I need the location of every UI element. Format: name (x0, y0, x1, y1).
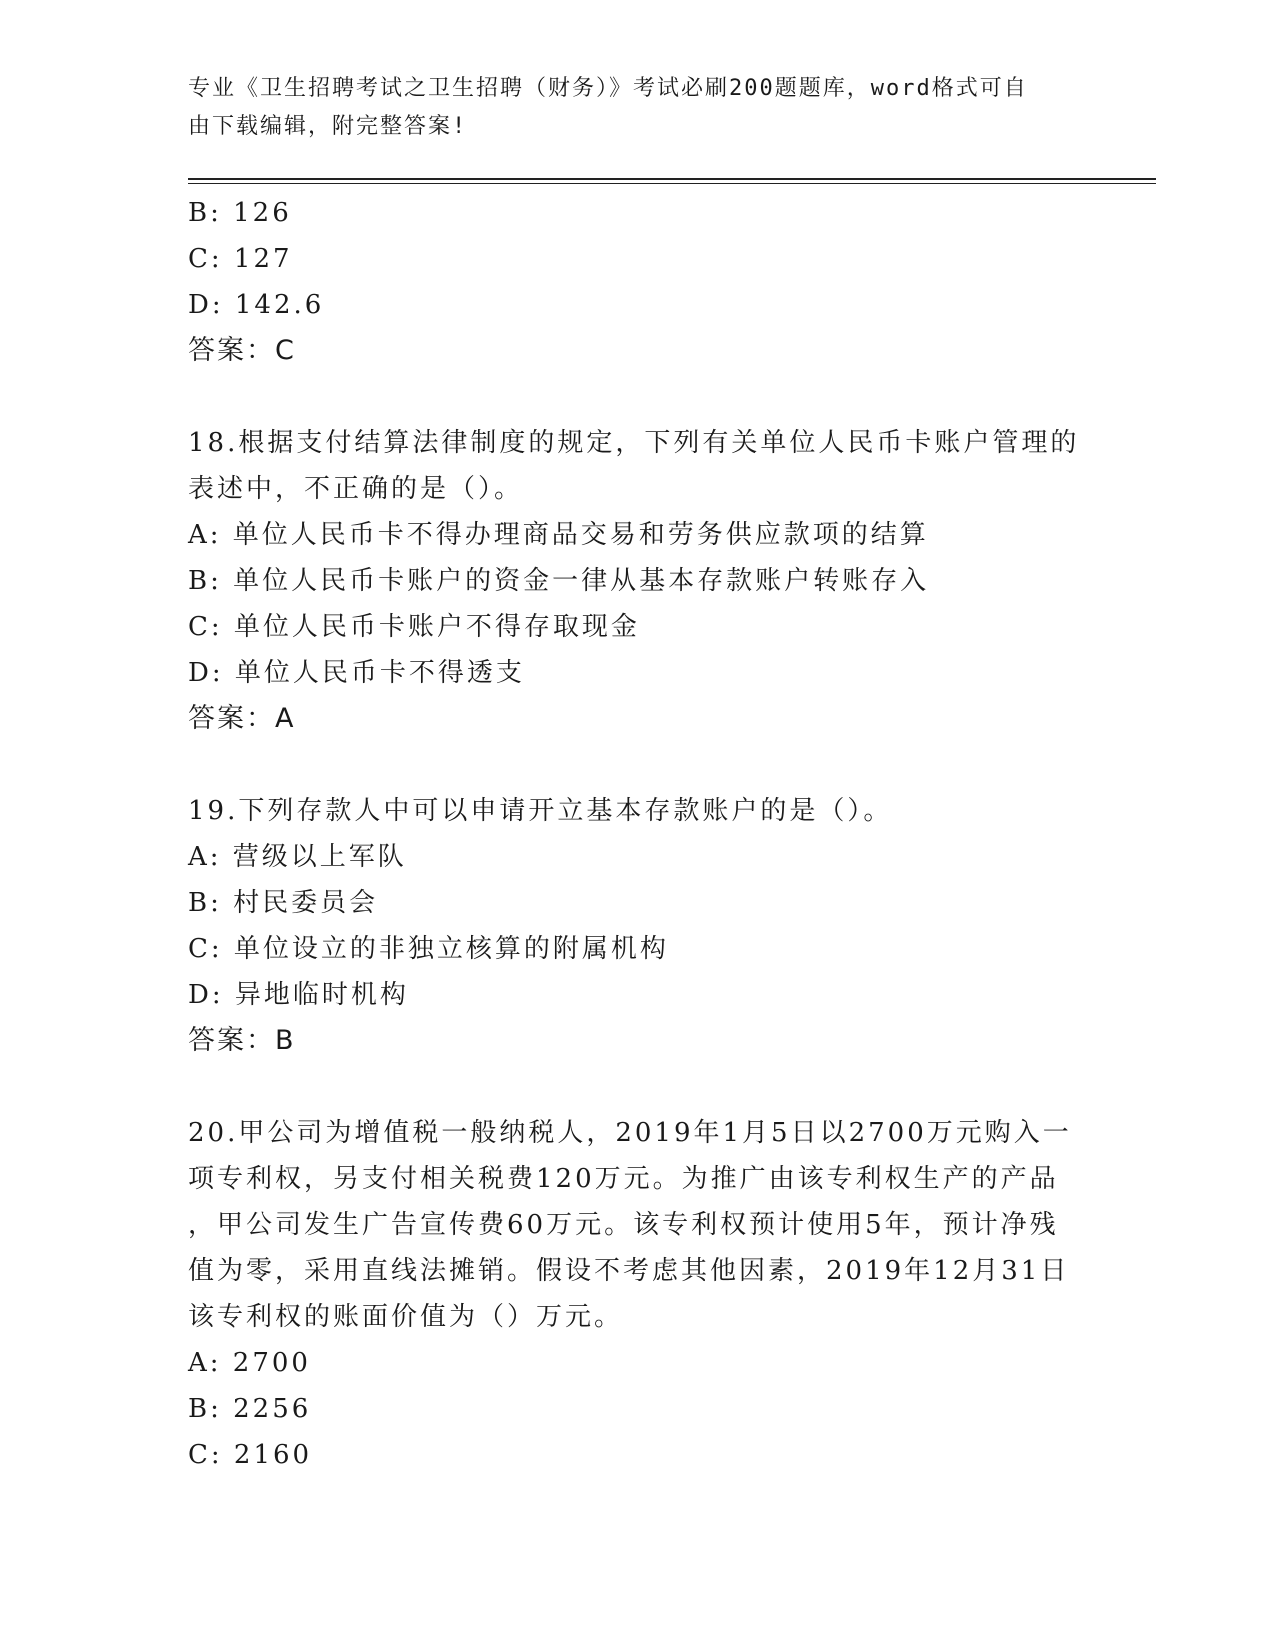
question-stem-line: ，甲公司发生广告宣传费60万元。该专利权预计使用5年，预计净残 (188, 1210, 1059, 1240)
header-divider-thick (188, 178, 1156, 180)
question-stem-line: 该专利权的账面价值为（）万元。 (188, 1302, 624, 1332)
answer-label: 答案：A (188, 703, 296, 734)
answer-label: 答案：C (188, 335, 296, 366)
question-stem-line: 项专利权，另支付相关税费120万元。为推广由该专利权生产的产品 (188, 1164, 1059, 1194)
question-20 (188, 1110, 1088, 1478)
question-stem-line: 18.根据支付结算法律制度的规定，下列有关单位人民币卡账户管理的 (188, 428, 1080, 458)
spacer (188, 1064, 1088, 1110)
option-b: B: 村民委员会 (188, 888, 379, 918)
question-18 (188, 420, 1088, 742)
header-title-line-1: 专业《卫生招聘考试之卫生招聘（财务）》考试必刷200题题库，word格式可自 (188, 76, 1028, 101)
answer-label: 答案：B (188, 1025, 296, 1056)
option-d: D: 单位人民币卡不得透支 (188, 658, 525, 688)
option-a: A: 单位人民币卡不得办理商品交易和劳务供应款项的结算 (188, 520, 929, 550)
option-b: B: 单位人民币卡账户的资金一律从基本存款账户转账存入 (188, 566, 930, 596)
header-title-line-2: 由下载编辑，附完整答案! (188, 114, 468, 139)
spacer (188, 374, 1088, 420)
option-c: C: 127 (188, 244, 293, 274)
option-b: B: 2256 (188, 1394, 312, 1424)
option-a: A: 营级以上军队 (188, 842, 407, 872)
page-header (188, 70, 1068, 146)
question-stem-line: 表述中，不正确的是（）。 (188, 474, 524, 504)
option-d: D: 142.6 (188, 290, 325, 320)
question-stem-line: 值为零，采用直线法摊销。假设不考虑其他因素，2019年12月31日 (188, 1256, 1070, 1286)
option-b: B: 126 (188, 198, 292, 228)
option-d: D: 异地临时机构 (188, 980, 409, 1010)
option-c: C: 单位设立的非独立核算的附属机构 (188, 934, 669, 964)
option-a: A: 2700 (188, 1348, 311, 1378)
spacer (188, 742, 1088, 788)
question-17-tail (188, 190, 1088, 374)
question-list (188, 190, 1088, 1478)
option-c: C: 2160 (188, 1440, 313, 1470)
question-19 (188, 788, 1088, 1064)
option-c: C: 单位人民币卡账户不得存取现金 (188, 612, 640, 642)
question-stem-line: 19.下列存款人中可以申请开立基本存款账户的是（）。 (188, 796, 893, 826)
header-divider-thin (188, 183, 1156, 184)
question-stem-line: 20.甲公司为增值税一般纳税人，2019年1月5日以2700万元购入一 (188, 1118, 1072, 1148)
